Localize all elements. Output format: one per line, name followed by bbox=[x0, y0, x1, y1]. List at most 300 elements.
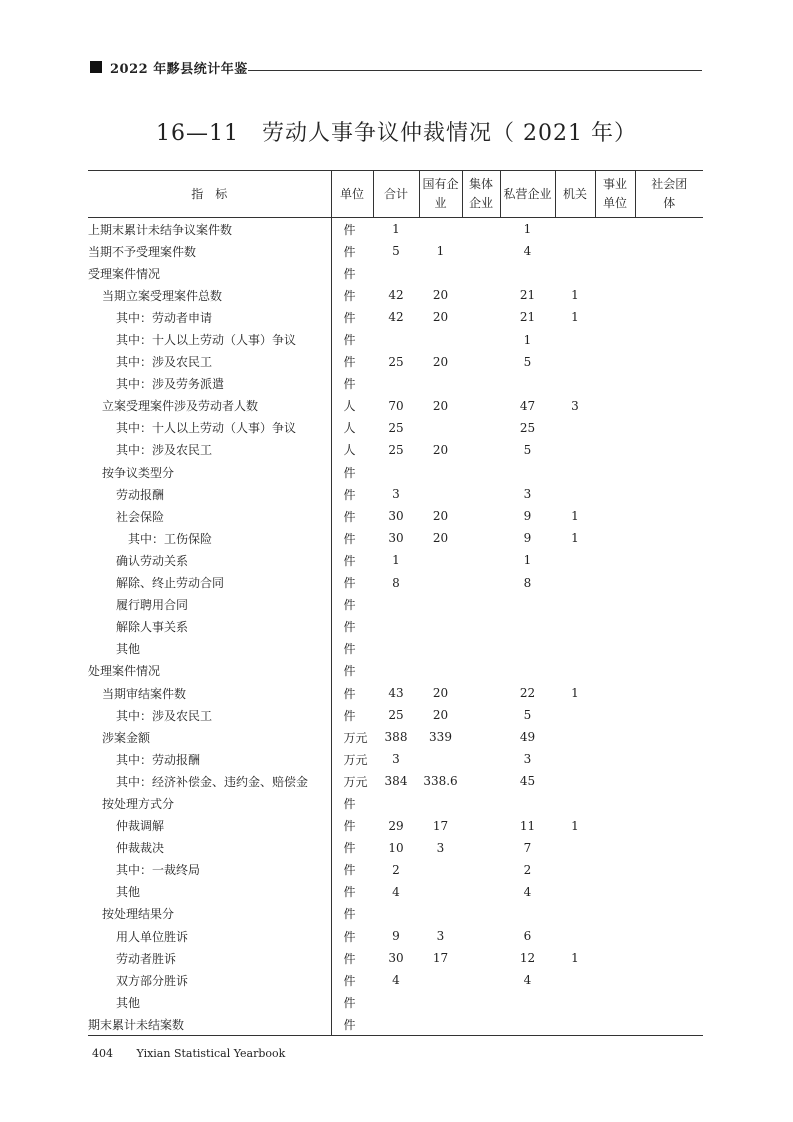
value-cell: 20 bbox=[432, 398, 449, 413]
value-cell bbox=[419, 638, 462, 660]
table-row bbox=[88, 616, 703, 638]
value-cell bbox=[635, 792, 703, 814]
value-cell bbox=[462, 770, 500, 792]
value-cell bbox=[500, 792, 555, 814]
value-cell bbox=[635, 815, 703, 837]
column-header: 国有企 业 bbox=[419, 171, 462, 218]
row-label: 社会保险 bbox=[116, 509, 165, 524]
value-cell bbox=[555, 770, 595, 792]
table-row bbox=[88, 594, 703, 616]
value-cell bbox=[500, 903, 555, 925]
row-label: 双方部分胜诉 bbox=[116, 973, 189, 988]
value-cell bbox=[373, 660, 419, 682]
value-cell bbox=[462, 306, 500, 328]
table-row bbox=[88, 483, 703, 505]
unit-cell: 件 bbox=[331, 351, 373, 373]
value-cell bbox=[462, 351, 500, 373]
value-cell: 30 bbox=[388, 509, 404, 524]
unit-cell: 件 bbox=[331, 903, 373, 925]
value-cell bbox=[462, 417, 500, 439]
row-label: 确认劳动关系 bbox=[116, 553, 189, 568]
value-cell bbox=[373, 1013, 419, 1036]
row-label: 按处理结果分 bbox=[102, 907, 175, 922]
table-row bbox=[88, 1013, 703, 1036]
unit-cell: 人 bbox=[331, 439, 373, 461]
table-row bbox=[88, 969, 703, 991]
value-cell bbox=[462, 1013, 500, 1036]
value-cell bbox=[462, 284, 500, 306]
value-cell bbox=[462, 815, 500, 837]
value-cell bbox=[595, 461, 635, 483]
column-header: 合计 bbox=[373, 171, 419, 218]
table-row bbox=[88, 461, 703, 483]
value-cell bbox=[635, 306, 703, 328]
value-cell bbox=[635, 483, 703, 505]
value-cell bbox=[595, 660, 635, 682]
value-cell bbox=[555, 704, 595, 726]
table-row bbox=[88, 284, 703, 306]
unit-cell: 件 bbox=[331, 240, 373, 262]
value-cell bbox=[595, 527, 635, 549]
table-row bbox=[88, 638, 703, 660]
value-cell bbox=[462, 682, 500, 704]
value-cell bbox=[595, 704, 635, 726]
value-cell: 2 bbox=[523, 862, 532, 877]
value-cell bbox=[555, 218, 595, 241]
value-cell: 21 bbox=[519, 310, 536, 325]
value-cell: 9 bbox=[523, 531, 532, 546]
column-header: 机关 bbox=[555, 171, 595, 218]
value-cell bbox=[635, 748, 703, 770]
value-cell bbox=[462, 373, 500, 395]
value-cell bbox=[555, 351, 595, 373]
value-cell: 1 bbox=[571, 686, 579, 701]
table-row bbox=[88, 726, 703, 748]
value-cell bbox=[635, 616, 703, 638]
value-cell bbox=[595, 682, 635, 704]
value-cell bbox=[555, 483, 595, 505]
row-label: 按争议类型分 bbox=[102, 465, 175, 480]
unit-cell: 万元 bbox=[331, 726, 373, 748]
value-cell bbox=[500, 373, 555, 395]
data-table bbox=[88, 170, 703, 1036]
value-cell bbox=[635, 284, 703, 306]
value-cell bbox=[462, 328, 500, 350]
table-row bbox=[88, 682, 703, 704]
value-cell bbox=[373, 262, 419, 284]
row-label: 其中：涉及农民工 bbox=[116, 443, 213, 458]
unit-cell: 件 bbox=[331, 306, 373, 328]
value-cell bbox=[462, 572, 500, 594]
value-cell bbox=[555, 837, 595, 859]
table-row bbox=[88, 660, 703, 682]
unit-cell: 件 bbox=[331, 704, 373, 726]
page-title: 16—11 劳动人事争议仲裁情况（ 2021 年） bbox=[156, 121, 637, 146]
value-cell: 4 bbox=[392, 884, 400, 899]
table-row bbox=[88, 549, 703, 571]
value-cell: 5 bbox=[523, 354, 532, 369]
value-cell: 25 bbox=[388, 354, 404, 369]
row-label: 其中：十人以上劳动（人事）争议 bbox=[116, 421, 297, 436]
value-cell: 5 bbox=[523, 442, 532, 457]
value-cell bbox=[595, 505, 635, 527]
value-cell: 4 bbox=[392, 973, 400, 988]
value-cell bbox=[462, 726, 500, 748]
value-cell bbox=[555, 903, 595, 925]
value-cell bbox=[595, 328, 635, 350]
row-label: 处理案件情况 bbox=[88, 664, 161, 679]
row-label: 其中：劳动报酬 bbox=[116, 752, 201, 767]
value-cell bbox=[635, 395, 703, 417]
value-cell: 20 bbox=[432, 509, 449, 524]
value-cell bbox=[595, 638, 635, 660]
table-row bbox=[88, 373, 703, 395]
table-row bbox=[88, 306, 703, 328]
table-row bbox=[88, 417, 703, 439]
row-label: 其中：涉及农民工 bbox=[116, 355, 213, 370]
value-cell bbox=[555, 373, 595, 395]
value-cell bbox=[555, 461, 595, 483]
table-row bbox=[88, 991, 703, 1013]
value-cell: 45 bbox=[519, 774, 536, 789]
value-cell: 30 bbox=[388, 531, 404, 546]
page-number: 404 bbox=[92, 1047, 113, 1060]
value-cell: 1 bbox=[436, 244, 445, 259]
running-header bbox=[90, 58, 702, 80]
value-cell bbox=[419, 262, 462, 284]
value-cell bbox=[419, 483, 462, 505]
table-row bbox=[88, 903, 703, 925]
value-cell bbox=[555, 1013, 595, 1036]
header-text: 2022 年黟县统计年鉴 bbox=[110, 62, 248, 77]
value-cell bbox=[595, 351, 635, 373]
unit-cell: 件 bbox=[331, 859, 373, 881]
row-label: 其他 bbox=[116, 885, 141, 900]
value-cell bbox=[635, 594, 703, 616]
value-cell bbox=[419, 218, 462, 241]
column-header: 指 标 bbox=[88, 171, 331, 218]
value-cell bbox=[555, 240, 595, 262]
value-cell bbox=[635, 549, 703, 571]
value-cell bbox=[500, 991, 555, 1013]
value-cell: 388 bbox=[384, 730, 408, 745]
value-cell bbox=[462, 903, 500, 925]
value-cell: 338.6 bbox=[423, 774, 458, 789]
value-cell bbox=[419, 572, 462, 594]
row-label: 其他 bbox=[116, 642, 141, 657]
unit-cell: 件 bbox=[331, 792, 373, 814]
value-cell: 12 bbox=[519, 951, 536, 966]
value-cell: 4 bbox=[523, 973, 532, 988]
value-cell bbox=[595, 881, 635, 903]
value-cell bbox=[500, 1013, 555, 1036]
value-cell bbox=[462, 461, 500, 483]
unit-cell: 件 bbox=[331, 549, 373, 571]
value-cell: 339 bbox=[429, 730, 452, 745]
value-cell bbox=[635, 328, 703, 350]
value-cell bbox=[635, 682, 703, 704]
row-label: 其中：经济补偿金、违约金、赔偿金 bbox=[116, 774, 309, 789]
value-cell: 20 bbox=[432, 288, 449, 303]
value-cell bbox=[635, 969, 703, 991]
row-label: 其他 bbox=[116, 995, 141, 1010]
value-cell: 20 bbox=[432, 686, 449, 701]
value-cell: 17 bbox=[432, 818, 449, 833]
row-label: 期末累计未结案数 bbox=[88, 1013, 331, 1036]
value-cell bbox=[595, 439, 635, 461]
value-cell bbox=[635, 704, 703, 726]
value-cell bbox=[635, 461, 703, 483]
value-cell: 1 bbox=[571, 509, 579, 524]
value-cell bbox=[555, 572, 595, 594]
table-row bbox=[88, 925, 703, 947]
value-cell bbox=[635, 925, 703, 947]
value-cell bbox=[555, 859, 595, 881]
column-header: 单位 bbox=[331, 171, 373, 218]
unit-cell: 件 bbox=[331, 638, 373, 660]
value-cell bbox=[595, 1013, 635, 1036]
value-cell bbox=[462, 505, 500, 527]
value-cell bbox=[555, 991, 595, 1013]
value-cell bbox=[635, 351, 703, 373]
square-bullet-icon bbox=[90, 61, 102, 73]
value-cell bbox=[595, 859, 635, 881]
value-cell bbox=[419, 594, 462, 616]
value-cell: 25 bbox=[519, 420, 536, 435]
unit-cell: 件 bbox=[331, 218, 373, 241]
value-cell bbox=[419, 373, 462, 395]
value-cell bbox=[419, 903, 462, 925]
row-label: 当期立案受理案件总数 bbox=[102, 288, 223, 303]
value-cell bbox=[500, 594, 555, 616]
value-cell bbox=[419, 328, 462, 350]
value-cell bbox=[635, 726, 703, 748]
table-row bbox=[88, 859, 703, 881]
value-cell bbox=[373, 328, 419, 350]
value-cell bbox=[462, 837, 500, 859]
value-cell: 4 bbox=[523, 244, 532, 259]
unit-cell: 件 bbox=[331, 969, 373, 991]
unit-cell: 件 bbox=[331, 527, 373, 549]
row-label: 其中：十人以上劳动（人事）争议 bbox=[116, 333, 297, 348]
value-cell bbox=[595, 616, 635, 638]
value-cell bbox=[462, 991, 500, 1013]
value-cell bbox=[635, 837, 703, 859]
table-row bbox=[88, 770, 703, 792]
value-cell bbox=[555, 660, 595, 682]
value-cell bbox=[595, 417, 635, 439]
column-header: 私营企业 bbox=[500, 171, 555, 218]
value-cell: 3 bbox=[436, 840, 445, 855]
value-cell bbox=[419, 969, 462, 991]
value-cell bbox=[555, 616, 595, 638]
value-cell bbox=[635, 373, 703, 395]
value-cell: 1 bbox=[571, 531, 579, 546]
value-cell bbox=[373, 594, 419, 616]
value-cell: 3 bbox=[523, 487, 532, 502]
value-cell bbox=[462, 240, 500, 262]
column-header: 社会团 体 bbox=[635, 171, 703, 218]
value-cell bbox=[462, 859, 500, 881]
value-cell bbox=[555, 328, 595, 350]
unit-cell: 件 bbox=[331, 461, 373, 483]
table-row bbox=[88, 439, 703, 461]
value-cell: 20 bbox=[432, 708, 449, 723]
value-cell: 47 bbox=[519, 398, 536, 413]
value-cell bbox=[635, 991, 703, 1013]
value-cell bbox=[635, 947, 703, 969]
value-cell: 11 bbox=[519, 818, 536, 833]
value-cell: 20 bbox=[432, 354, 449, 369]
unit-cell: 件 bbox=[331, 881, 373, 903]
footer-text: Yixian Statistical Yearbook bbox=[136, 1047, 286, 1060]
value-cell: 20 bbox=[432, 531, 449, 546]
value-cell bbox=[595, 373, 635, 395]
value-cell bbox=[462, 925, 500, 947]
value-cell bbox=[500, 461, 555, 483]
table-row bbox=[88, 748, 703, 770]
value-cell bbox=[595, 594, 635, 616]
value-cell bbox=[462, 439, 500, 461]
row-label: 劳动者胜诉 bbox=[116, 951, 177, 966]
row-label: 用人单位胜诉 bbox=[116, 929, 189, 944]
unit-cell: 件 bbox=[331, 616, 373, 638]
value-cell bbox=[373, 638, 419, 660]
value-cell bbox=[635, 417, 703, 439]
value-cell bbox=[555, 594, 595, 616]
value-cell: 21 bbox=[519, 288, 536, 303]
value-cell bbox=[373, 903, 419, 925]
value-cell: 1 bbox=[523, 332, 532, 347]
value-cell bbox=[462, 527, 500, 549]
row-label: 仲裁调解 bbox=[116, 819, 165, 834]
value-cell bbox=[595, 903, 635, 925]
row-label: 上期末累计未结争议案件数 bbox=[88, 222, 233, 237]
value-cell: 30 bbox=[388, 951, 404, 966]
value-cell bbox=[635, 240, 703, 262]
table-row bbox=[88, 240, 703, 262]
unit-cell: 件 bbox=[331, 284, 373, 306]
value-cell bbox=[462, 638, 500, 660]
table-row bbox=[88, 505, 703, 527]
value-cell bbox=[555, 262, 595, 284]
table-header-row bbox=[88, 171, 703, 218]
value-cell: 8 bbox=[392, 575, 400, 590]
value-cell: 7 bbox=[523, 840, 532, 855]
row-label: 其中：工伤保险 bbox=[128, 531, 213, 546]
value-cell: 3 bbox=[436, 929, 445, 944]
unit-cell: 件 bbox=[331, 373, 373, 395]
header-rule bbox=[248, 70, 702, 71]
value-cell bbox=[462, 881, 500, 903]
value-cell bbox=[595, 483, 635, 505]
unit-cell: 件 bbox=[331, 815, 373, 837]
value-cell: 20 bbox=[432, 310, 449, 325]
value-cell: 1 bbox=[571, 818, 579, 833]
value-cell bbox=[595, 792, 635, 814]
value-cell bbox=[462, 218, 500, 241]
value-cell: 25 bbox=[388, 442, 404, 457]
value-cell: 6 bbox=[523, 929, 532, 944]
value-cell bbox=[373, 373, 419, 395]
value-cell bbox=[373, 616, 419, 638]
value-cell bbox=[419, 859, 462, 881]
value-cell bbox=[595, 240, 635, 262]
value-cell: 5 bbox=[523, 708, 532, 723]
value-cell bbox=[462, 660, 500, 682]
row-label: 按处理方式分 bbox=[102, 796, 175, 811]
value-cell bbox=[462, 483, 500, 505]
value-cell: 3 bbox=[571, 398, 579, 413]
table-row bbox=[88, 527, 703, 549]
column-header: 集体 企业 bbox=[462, 171, 500, 218]
column-header: 事业 单位 bbox=[595, 171, 635, 218]
unit-cell: 件 bbox=[331, 925, 373, 947]
value-cell: 70 bbox=[388, 398, 404, 413]
value-cell bbox=[500, 660, 555, 682]
value-cell bbox=[555, 792, 595, 814]
unit-cell: 件 bbox=[331, 1013, 373, 1036]
value-cell bbox=[555, 969, 595, 991]
row-label: 仲裁裁决 bbox=[116, 841, 165, 856]
value-cell: 17 bbox=[432, 951, 449, 966]
value-cell: 25 bbox=[388, 420, 404, 435]
unit-cell: 件 bbox=[331, 594, 373, 616]
value-cell bbox=[500, 262, 555, 284]
table-row bbox=[88, 837, 703, 859]
unit-cell: 件 bbox=[331, 328, 373, 350]
value-cell: 1 bbox=[392, 222, 400, 237]
value-cell bbox=[555, 417, 595, 439]
unit-cell: 件 bbox=[331, 262, 373, 284]
value-cell bbox=[419, 1013, 462, 1036]
value-cell: 8 bbox=[523, 575, 532, 590]
value-cell bbox=[462, 594, 500, 616]
value-cell bbox=[595, 572, 635, 594]
row-label: 其中：劳动者申请 bbox=[116, 310, 213, 325]
value-cell: 1 bbox=[571, 288, 579, 303]
unit-cell: 件 bbox=[331, 682, 373, 704]
row-label: 其中：涉及劳务派遣 bbox=[116, 377, 225, 392]
row-label: 劳动报酬 bbox=[116, 487, 165, 502]
value-cell: 42 bbox=[388, 310, 404, 325]
value-cell bbox=[635, 527, 703, 549]
value-cell: 1 bbox=[523, 553, 532, 568]
value-cell bbox=[419, 991, 462, 1013]
value-cell: 1 bbox=[392, 553, 400, 568]
value-cell bbox=[462, 395, 500, 417]
value-cell bbox=[595, 991, 635, 1013]
unit-cell: 件 bbox=[331, 991, 373, 1013]
value-cell bbox=[419, 660, 462, 682]
row-label: 履行聘用合同 bbox=[116, 598, 189, 613]
value-cell bbox=[419, 881, 462, 903]
value-cell bbox=[419, 792, 462, 814]
value-cell bbox=[462, 947, 500, 969]
value-cell: 9 bbox=[392, 929, 400, 944]
value-cell bbox=[635, 262, 703, 284]
value-cell: 3 bbox=[392, 752, 400, 767]
row-label: 解除、终止劳动合同 bbox=[116, 576, 225, 591]
value-cell bbox=[462, 704, 500, 726]
value-cell bbox=[635, 770, 703, 792]
table-row bbox=[88, 218, 703, 241]
table-row bbox=[88, 704, 703, 726]
value-cell: 20 bbox=[432, 442, 449, 457]
row-label: 当期审结案件数 bbox=[102, 686, 187, 701]
table-row bbox=[88, 815, 703, 837]
value-cell bbox=[462, 262, 500, 284]
